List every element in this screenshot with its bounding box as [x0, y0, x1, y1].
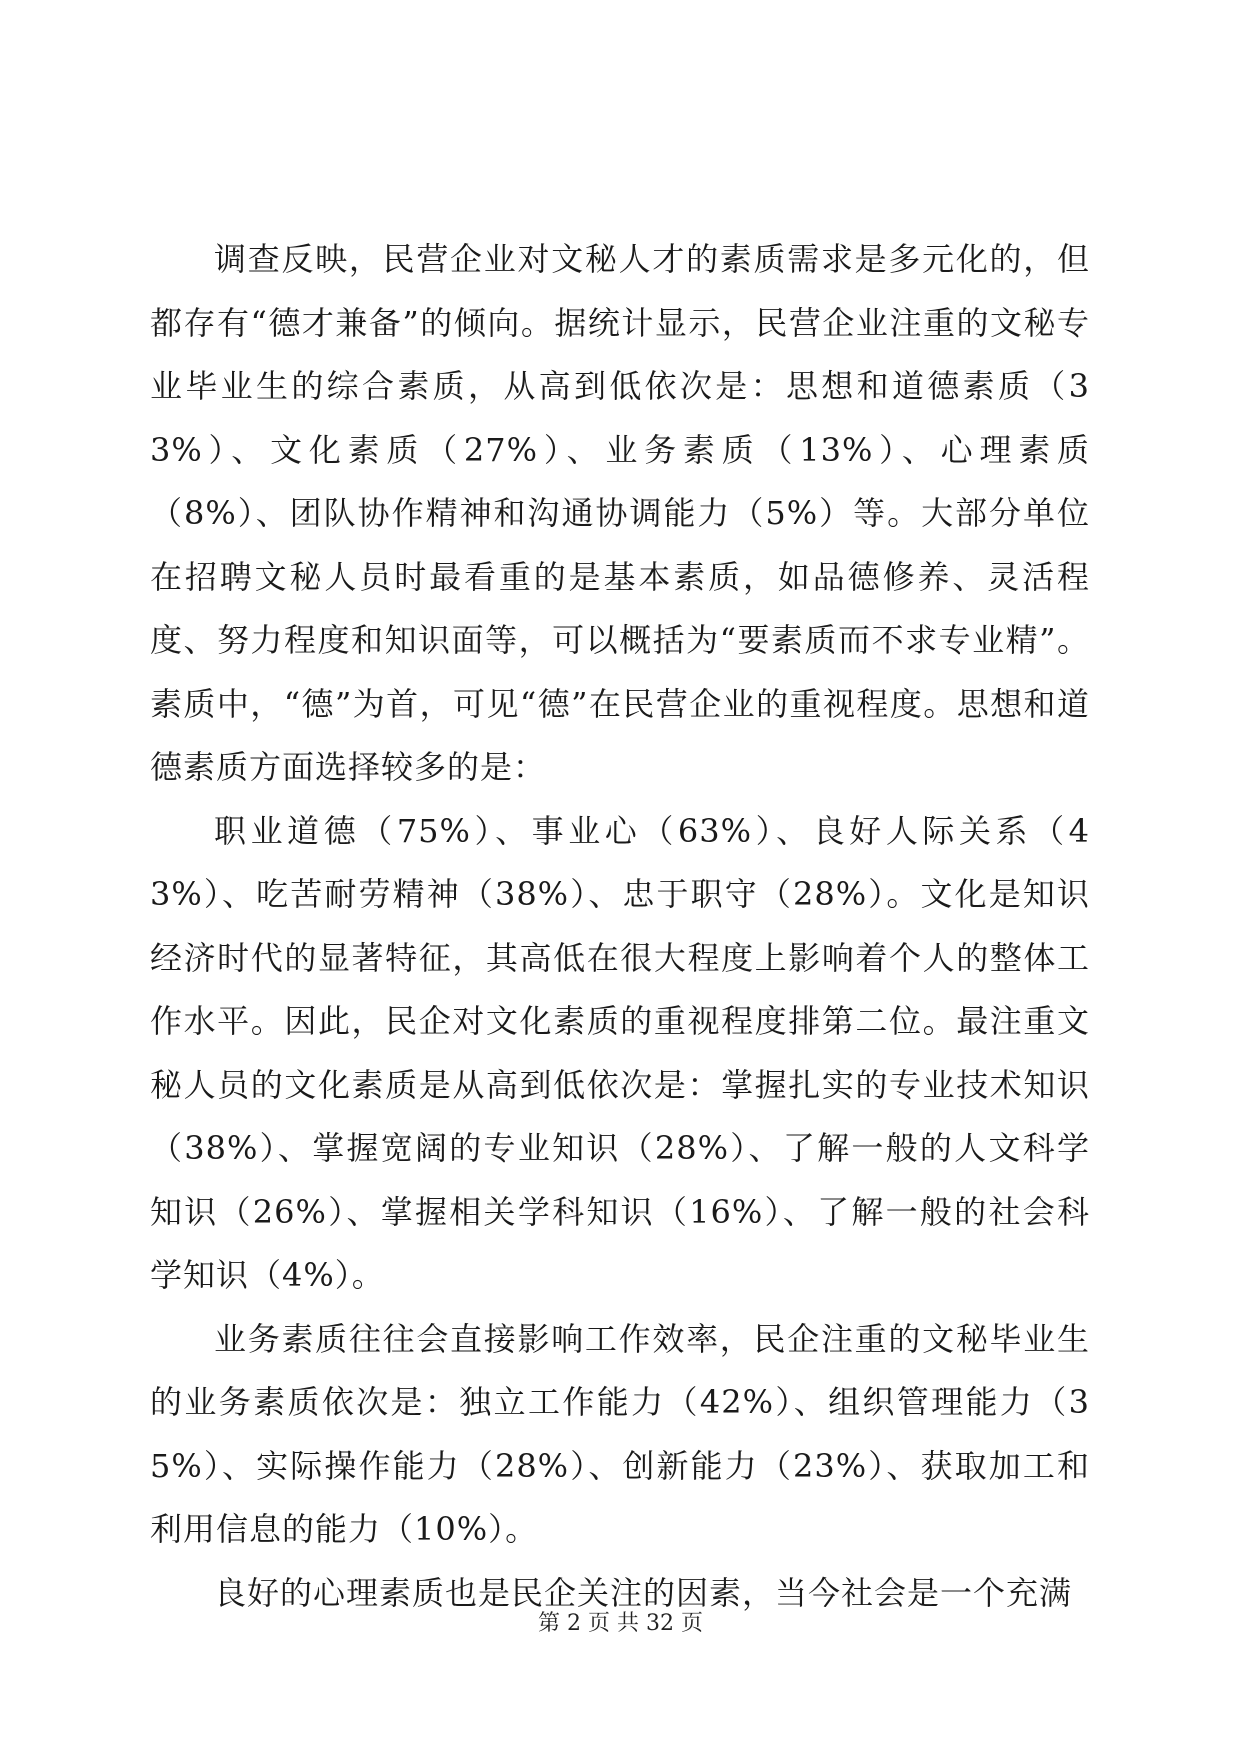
document-body [150, 228, 1090, 1625]
page-number-footer: 第 2 页 共 32 页 [538, 1611, 703, 1636]
paragraph-2: 职业道德（75%）、事业心（63%）、良好人际关系（43%）、吃苦耐劳精神（38%）、忠于职守（28%）。文化是知识经济时代的显著特征，其高低在很大程度上影响着个人的整体工作水平。因此，民企对文化素质的重视程度排第二位。最注重文秘人员的文化素质是从高到低依次是：掌握扎实的专业技术知识（38%）、掌握宽阔的专业知识（28%）、了解一般的人文科学知识（26%）、掌握相关学科知识（16%）、了解一般的社会科学知识（4%）。 [150, 811, 1090, 1294]
paragraph-3: 业务素质往往会直接影响工作效率，民企注重的文秘毕业生的业务素质依次是：独立工作能力（42%）、组织管理能力（35%）、实际操作能力（28%）、创新能力（23%）、获取加工和利用信息的能力（10%）。 [150, 1319, 1090, 1548]
paragraph-4: 良好的心理素质也是民企关注的因素，当今社会是一个充满 [214, 1573, 1073, 1612]
paragraph-1: 调查反映，民营企业对文秘人才的素质需求是多元化的，但都存有“德才兼备”的倾向。据统计显示，民营企业注重的文秘专业毕业生的综合素质，从高到低依次是：思想和道德素质（33%）、文化素质（27%）、业务素质（13%）、心理素质（8%）、团队协作精神和沟通协调能力（5%）等。大部分单位在招聘文秘人员时最看重的是基本素质，如品德修养、灵活程度、努力程度和知识面等，可以概括为“要素质而不求专业精”。素质中，“德”为首，可见“德”在民营企业的重视程度。思想和道德素质方面选择较多的是： [150, 240, 1090, 786]
